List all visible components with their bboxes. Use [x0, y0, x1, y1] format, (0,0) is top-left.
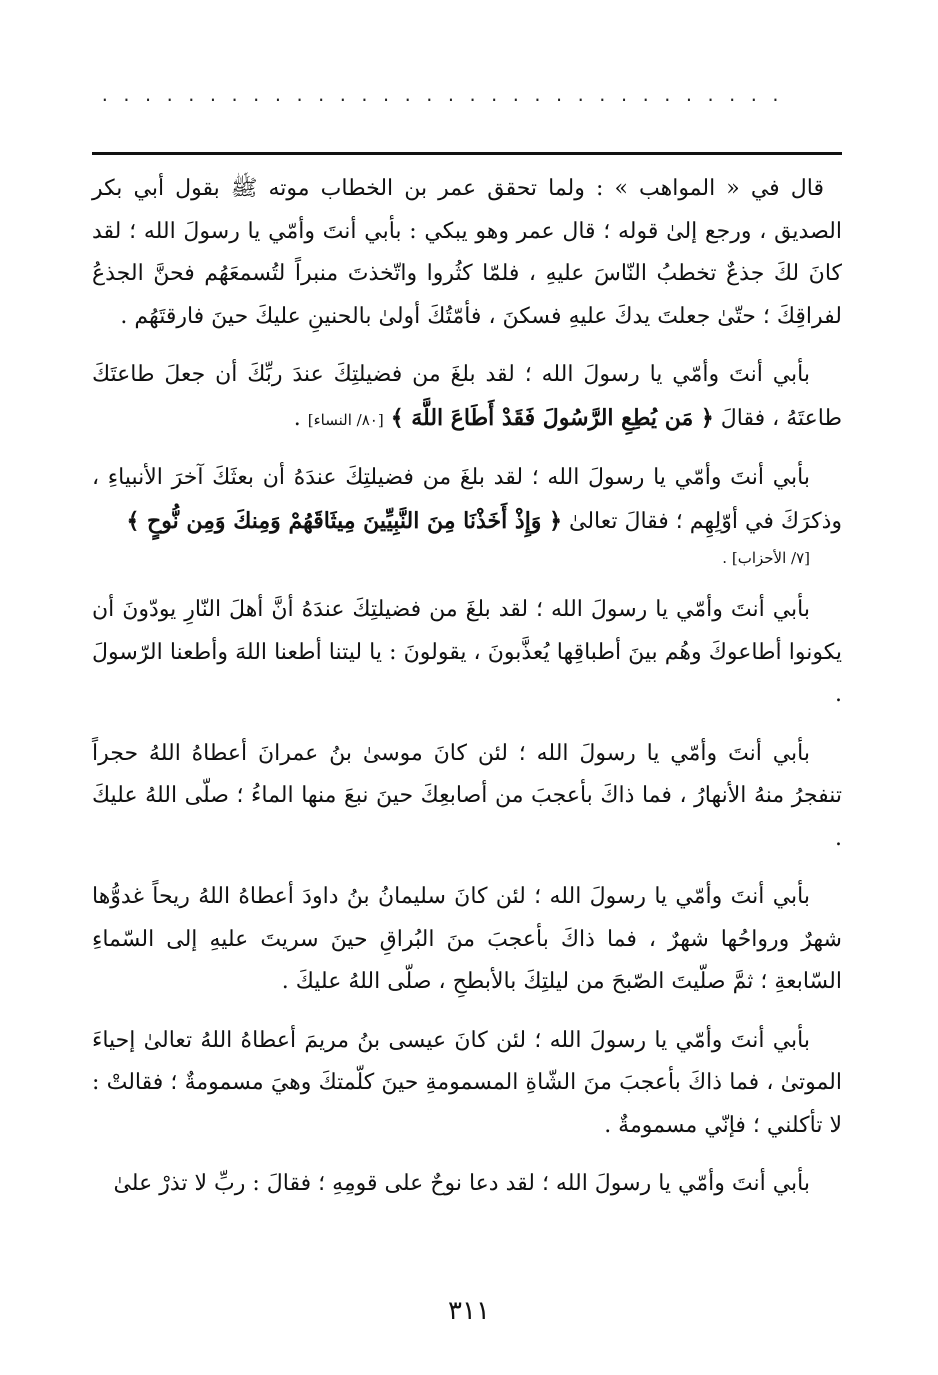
paragraph-6: [92, 876, 842, 1004]
verse-reference: [٧/ الأحزاب]: [731, 549, 810, 567]
paragraph-text: بأبي أنتَ وأمّي يا رسولَ الله ؛ لقد بلغَ من فضيلتِكَ عندَهُ أن بعثَكَ آخرَ الأنبياءِ ، وذكرَكَ في أوّلِهِم ؛ فقالَ تعالىٰ: [92, 465, 842, 534]
paragraph-text: بأبي أنتَ وأمّي يا رسولَ الله ؛ لقد دعا نوحٌ على قومِهِ ؛ فقالَ : ربِّ لا تذرْ علىٰ: [113, 1171, 810, 1196]
paragraph-5: [92, 733, 842, 861]
quran-verse: ﴿ مَن يُطِعِ الرَّسُولَ فَقَدْ أَطَاعَ اللَّهَ ﴾: [390, 404, 714, 431]
quran-verse: ﴿ وَإِذْ أَخَذْنَا مِنَ النَّبِيِّينَ مِيثَاقَهُمْ وَمِنكَ وَمِن نُّوحٍ ﴾: [126, 507, 562, 534]
paragraph-4: [92, 589, 842, 717]
paragraph-7: [92, 1020, 842, 1148]
page-body: [92, 168, 842, 1222]
paragraph-8: [92, 1163, 842, 1206]
paragraph-text: قال في « المواهب » : ولما تحقق عمر بن الخطاب موته ﷺ بقول أبي بكر الصديق ، ورجع إلىٰ قوله ؛ قال عمر وهو يبكي : بأبي أنتَ وأمّي يا رسولَ الله ؛ لقد كانَ لكَ جذعٌ تخطبُ النّاسَ عليهِ ، فلمّا كثُروا واتّخذتَ منبراً لتُسمعَهُم فحنَّ الجذعُ لفراقِكَ ؛ حتّىٰ جعلتَ يدكَ عليهِ فسكنَ ، فأمّتُكَ أولىٰ بالحنينِ عليكَ حينَ فارقتَهُم .: [92, 176, 842, 329]
verse-reference: [٨٠/ النساء]: [307, 410, 384, 429]
paragraph-text: بأبي أنتَ وأمّي يا رسولَ الله ؛ لقد بلغَ من فضيلتِكَ عندَ ربِّكَ أن جعلَ طاعتَكَ طاعتَهُ ، فقالَ: [92, 362, 842, 431]
paragraph-2: [92, 354, 842, 441]
paragraph-text: بأبي أنتَ وأمّي يا رسولَ الله ؛ لئن كانَ موسىٰ بنُ عمرانَ أعطاهُ اللهُ حجراً تنفجرُ منهُ الأنهارُ ، فما ذاكَ بأعجبَ من أصابعِكَ حينَ نبعَ منها الماءُ ؛ صلّى اللهُ عليكَ .: [92, 740, 842, 851]
paragraph-text: بأبي أنتَ وأمّي يا رسولَ الله ؛ لئن كانَ سليمانُ بنُ داودَ أعطاهُ اللهُ ريحاً غدوُّها شهرٌ ورواحُها شهرٌ ، فما ذاكَ بأعجبَ منَ البُراقِ حينَ سريتَ عليهِ إلى السّماءِ السّابعةِ ؛ ثمَّ صلّيتَ الصّبحَ من ليلتِكَ بالأبطحِ ، صلّى اللهُ عليكَ .: [92, 884, 842, 994]
paragraph-text: بأبي أنتَ وأمّي يا رسولَ الله ؛ لقد بلغَ من فضيلتِكَ عندَهُ أنَّ أهلَ النّارِ يودّونَ أن يكونوا أطاعوكَ وهُم بينَ أطباقِها يُعذَّبونَ ، يقولونَ : يا ليتنا أطعنا اللهَ وأطعنا الرّسولَ .: [92, 597, 842, 707]
page-number: ٣١١: [448, 1296, 490, 1326]
paragraph-1: [92, 168, 842, 338]
header-dotted-line: ................................: [100, 86, 793, 105]
paragraph-tail: .: [722, 549, 728, 567]
paragraph-text: بأبي أنتَ وأمّي يا رسولَ الله ؛ لئن كانَ عيسى بنُ مريمَ أعطاهُ اللهُ تعالىٰ إحياءَ الموتىٰ ، فما ذاكَ بأعجبَ منَ الشّاةِ المسمومةِ حينَ كلّمتكَ وهيَ مسمومةٌ ؛ فقالتْ : لا تأكلني ؛ فإنّي مسمومةٌ .: [92, 1027, 842, 1138]
header-rule: [92, 152, 842, 155]
paragraph-3: [92, 457, 842, 573]
paragraph-tail: .: [293, 405, 301, 431]
